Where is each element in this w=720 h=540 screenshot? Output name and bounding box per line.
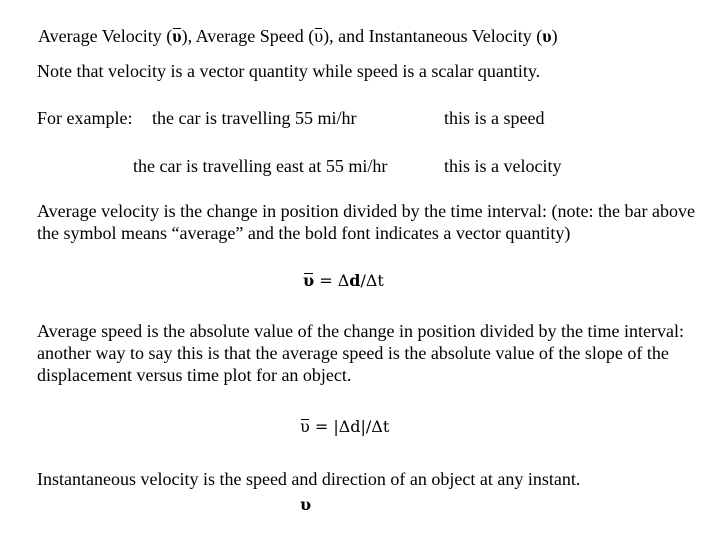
page-title <box>38 25 558 47</box>
title-mid-1: ), Average Speed ( <box>181 26 315 46</box>
instantaneous-velocity-symbol-display: υ <box>300 495 312 514</box>
vector-scalar-note: Note that velocity is a vector quantity while speed is a scalar quantity. <box>37 61 541 81</box>
formula-velocity-rest: /Δt <box>360 271 384 290</box>
formula-velocity-symbol: υ <box>303 271 315 290</box>
example-line-velocity: the car is travelling east at 55 mi/hr <box>133 156 388 176</box>
example-line-speed: the car is travelling 55 mi/hr <box>152 108 357 128</box>
example-velocity-label: this is a velocity <box>444 156 562 176</box>
instantaneous-velocity-definition: Instantaneous velocity is the speed and direction of an object at any instant. <box>37 469 581 489</box>
title-prefix: Average Velocity ( <box>38 26 173 46</box>
average-speed-formula <box>300 416 389 438</box>
average-speed-symbol: υ <box>314 26 324 46</box>
average-velocity-formula <box>303 270 384 292</box>
formula-speed-rest: = |Δd|/Δt <box>309 417 390 436</box>
average-velocity-symbol: υ <box>172 26 182 46</box>
formula-velocity-d: d <box>349 271 361 290</box>
title-mid-2: ), and Instantaneous Velocity ( <box>323 26 543 46</box>
formula-velocity-eq: = Δ <box>314 271 350 290</box>
title-suffix: ) <box>551 26 558 46</box>
instantaneous-velocity-symbol: υ <box>542 26 552 46</box>
average-speed-definition: Average speed is the absolute value of the change in position divided by the time interval: another way to say this is that the average speed is the absolute value of the slope of the displacement versus time plot for an object. <box>37 321 684 385</box>
example-lead: For example: <box>37 108 133 128</box>
formula-speed-symbol: υ <box>300 417 310 436</box>
example-speed-label: this is a speed <box>444 108 545 128</box>
average-velocity-definition: Average velocity is the change in position divided by the time interval: (note: the bar above the symbol means “average” and the bold font indicates a vector quantity) <box>37 201 695 243</box>
